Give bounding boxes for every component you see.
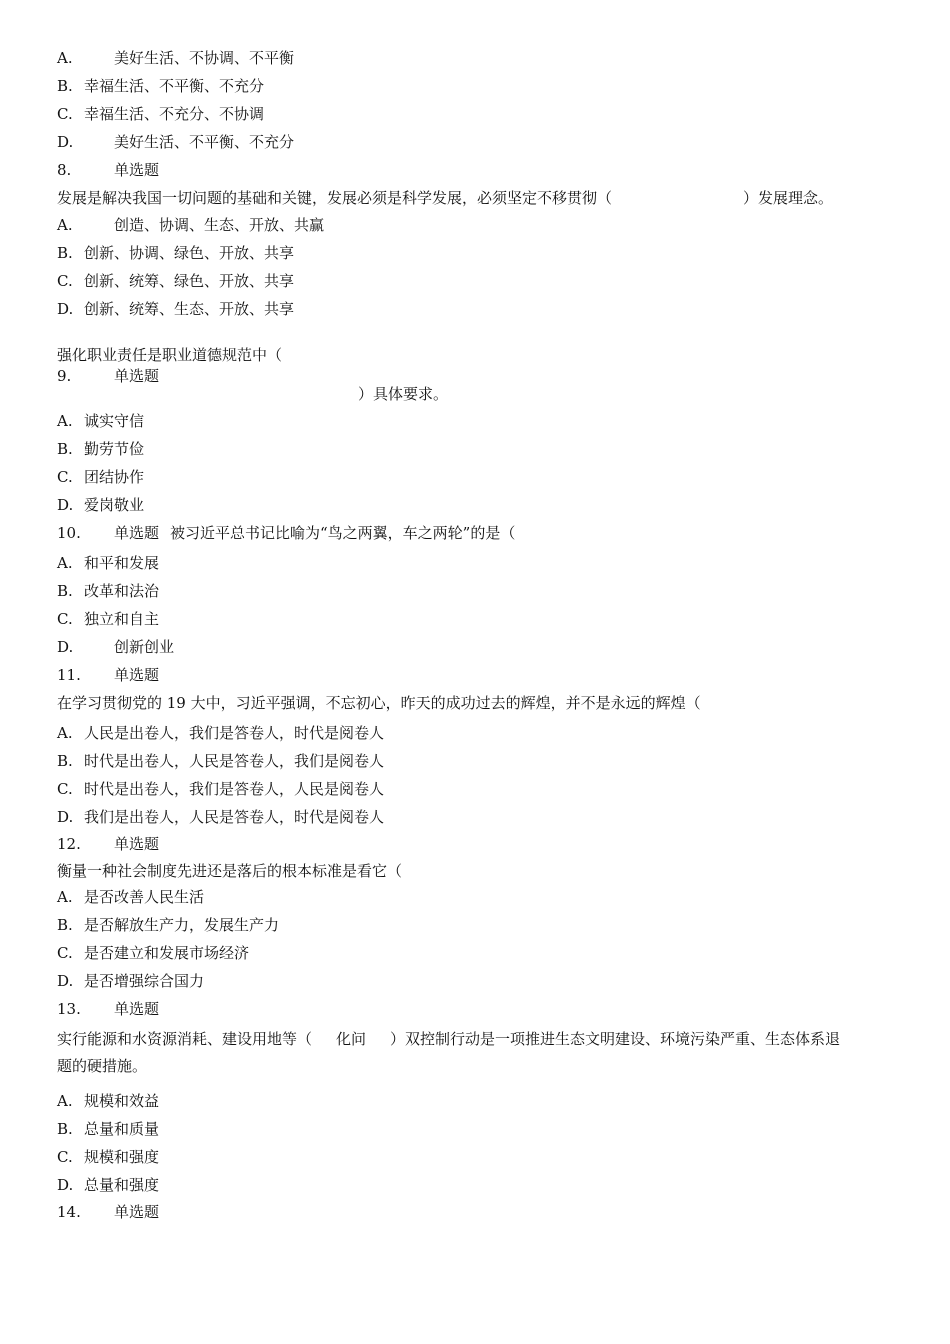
stem-text: 衡量一种社会制度先进还是落后的根本标准是看它（ [57,862,403,880]
question-type: 单选题 [114,1203,160,1221]
stem-text: ）双控制行动是一项推进生态文明建设、环境污染严重、生态体系退 [390,1030,841,1048]
question-type: 单选题 [114,524,160,542]
question-number: 10. [57,524,81,542]
option-letter: B. [57,916,73,934]
option-text: 幸福生活、不平衡、不充分 [84,77,265,95]
option-text: 总量和强度 [84,1176,160,1194]
option-text: 时代是出卷人，我们是答卷人，人民是阅卷人 [84,780,385,798]
option-letter: C. [57,780,73,798]
option-text: 幸福生活、不充分、不协调 [84,105,265,123]
option-letter: D. [57,808,74,826]
option-text: 诚实守信 [84,412,145,430]
option-letter: D. [57,496,74,514]
option-letter: A. [57,554,73,572]
question-number: 8. [57,161,72,179]
option-letter: C. [57,1148,73,1166]
option-letter: D. [57,638,74,656]
stem-text: ）具体要求。 [358,385,449,403]
option-text: 规模和强度 [84,1148,160,1166]
option-letter: A. [57,1092,73,1110]
option-letter: D. [57,300,74,318]
option-letter: D. [57,972,74,990]
option-text: 是否增强综合国力 [84,972,205,990]
option-letter: B. [57,1120,73,1138]
stem-text: ）发展理念。 [743,189,834,207]
option-text: 勤劳节俭 [84,440,145,458]
option-text: 规模和效益 [84,1092,160,1110]
question-type: 单选题 [114,666,160,684]
option-letter: C. [57,468,73,486]
option-letter: D. [57,133,74,151]
option-letter: A. [57,49,73,67]
option-text: 爱岗敬业 [84,496,145,514]
stem-text: 强化职业责任是职业道德规范中（ [57,346,283,364]
option-letter: A. [57,888,73,906]
option-letter: C. [57,272,73,290]
option-letter: B. [57,440,73,458]
question-type: 单选题 [114,1000,160,1018]
option-text: 创新、协调、绿色、开放、共享 [84,244,295,262]
option-text: 团结协作 [84,468,145,486]
option-text: 创造、协调、生态、开放、共赢 [114,216,325,234]
question-number: 13. [57,1000,81,1018]
question-number: 14. [57,1203,81,1221]
option-text: 我们是出卷人，人民是答卷人，时代是阅卷人 [84,808,385,826]
stem-text: 发展是解决我国一切问题的基础和关键，发展必须是科学发展，必须坚定不移贯彻（ [57,189,613,207]
option-letter: B. [57,244,73,262]
option-text: 时代是出卷人，人民是答卷人，我们是阅卷人 [84,752,385,770]
option-text: 独立和自主 [84,610,160,628]
option-text: 美好生活、不平衡、不充分 [114,133,295,151]
option-text: 美好生活、不协调、不平衡 [114,49,295,67]
option-text: 改革和法治 [84,582,160,600]
stem-text: 被习近平总书记比喻为“鸟之两翼，车之两轮”的是（ [170,524,516,542]
stem-text: 在学习贯彻党的 19 大中，习近平强调，不忘初心，昨天的成功过去的辉煌，并不是永远的辉煌（ [57,694,701,712]
option-text: 创新、统筹、生态、开放、共享 [84,300,295,318]
option-letter: B. [57,77,73,95]
option-letter: A. [57,412,73,430]
option-text: 创新创业 [114,638,175,656]
option-letter: B. [57,582,73,600]
question-number: 12. [57,835,81,853]
option-text: 总量和质量 [84,1120,160,1138]
option-text: 是否解放生产力，发展生产力 [84,916,280,934]
question-number: 9. [57,367,72,385]
stem-text: 化问 [336,1030,367,1048]
option-letter: D. [57,1176,74,1194]
option-letter: B. [57,752,73,770]
option-letter: C. [57,610,73,628]
option-text: 和平和发展 [84,554,160,572]
question-type: 单选题 [114,161,160,179]
question-type: 单选题 [114,835,160,853]
option-letter: A. [57,724,73,742]
option-letter: C. [57,944,73,962]
option-letter: A. [57,216,73,234]
option-letter: C. [57,105,73,123]
question-type: 单选题 [114,367,160,385]
option-text: 是否改善人民生活 [84,888,205,906]
question-number: 11. [57,666,81,684]
stem-text: 实行能源和水资源消耗、建设用地等（ [57,1030,313,1048]
stem-text: 题的硬措施。 [57,1057,148,1075]
option-text: 是否建立和发展市场经济 [84,944,250,962]
option-text: 人民是出卷人，我们是答卷人，时代是阅卷人 [84,724,385,742]
option-text: 创新、统筹、绿色、开放、共享 [84,272,295,290]
